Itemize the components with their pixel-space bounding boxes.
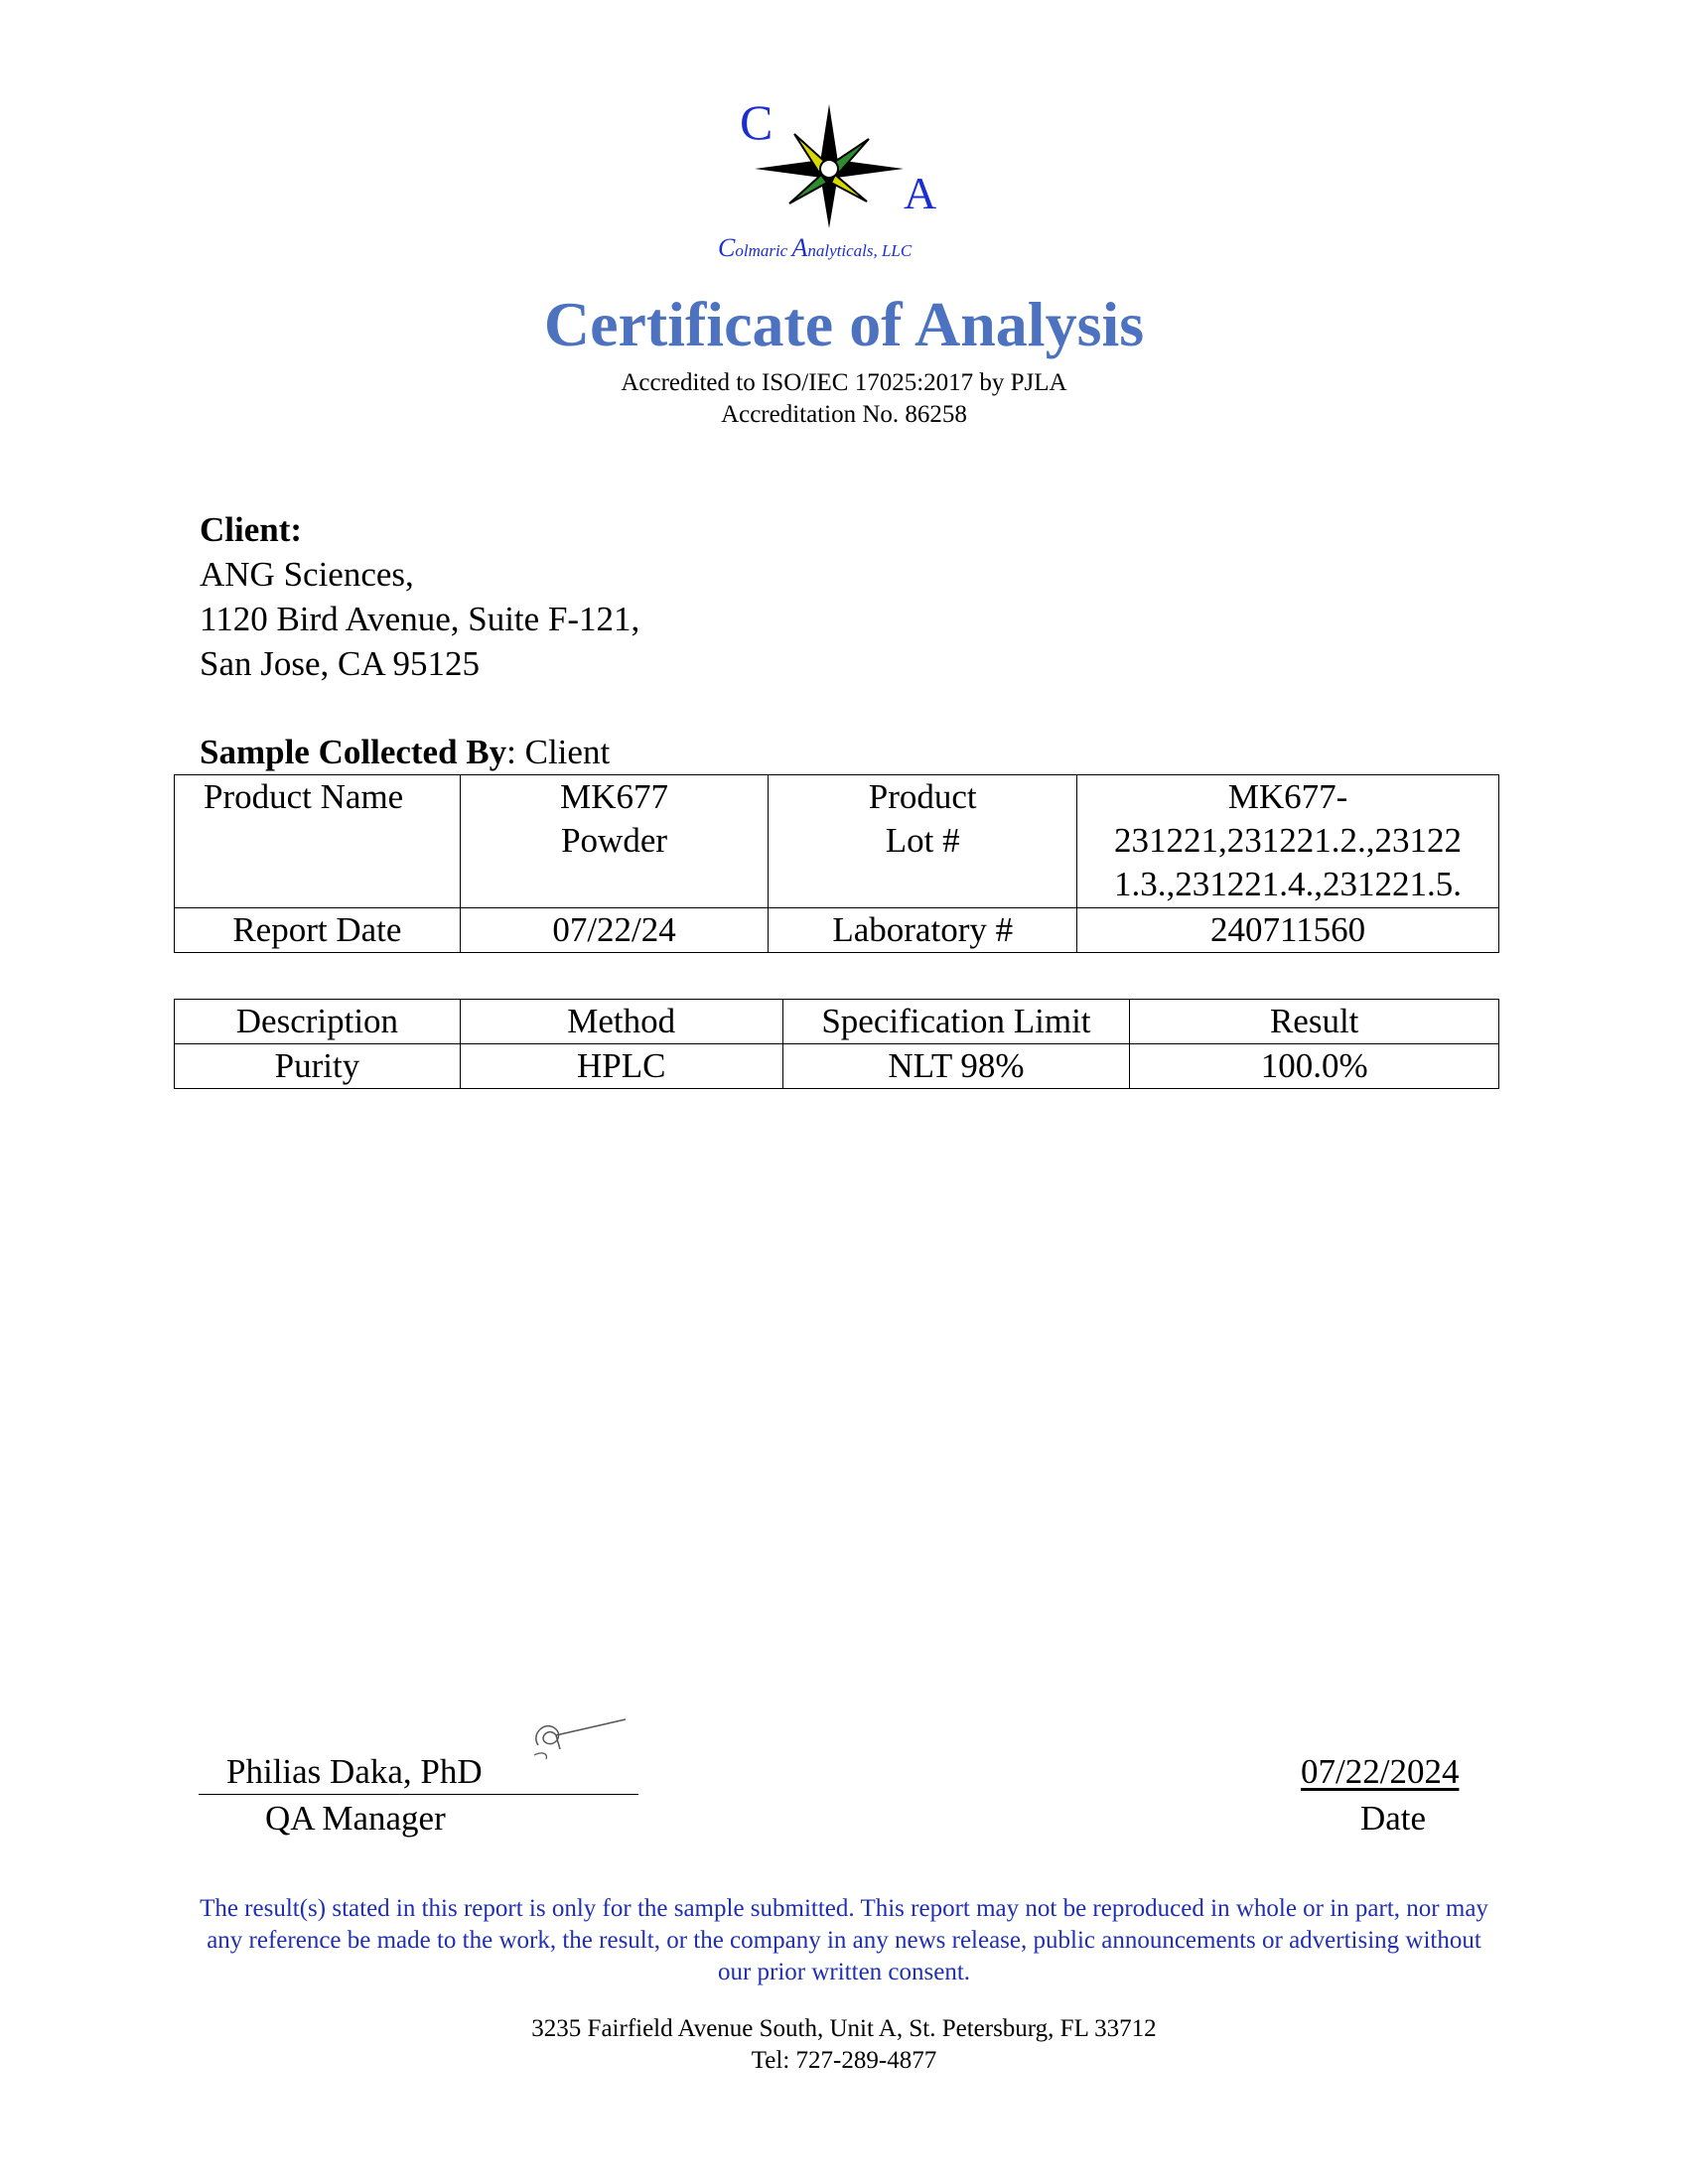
sample-collected-by xyxy=(200,730,610,774)
results-header-row xyxy=(175,1000,1499,1044)
logo-letter-a: A xyxy=(904,168,937,218)
header-specification-limit: Specification Limit xyxy=(782,1000,1130,1044)
sample-value: : Client xyxy=(506,733,611,771)
header-result: Result xyxy=(1130,1000,1499,1044)
signatory-name: Philias Daka, PhD xyxy=(226,1752,483,1791)
signature-scribble xyxy=(526,1715,635,1765)
results-table xyxy=(174,999,1499,1089)
lab-telephone: Tel: 727-289-4877 xyxy=(751,2047,937,2074)
client-name: ANG Sciences, xyxy=(200,555,414,594)
client-address-line2: San Jose, CA 95125 xyxy=(200,644,480,683)
laboratory-number-value: 240711560 xyxy=(1077,908,1499,953)
laboratory-number-label: Laboratory # xyxy=(769,908,1077,953)
logo-letter-c: C xyxy=(740,99,774,150)
sample-label: Sample Collected By xyxy=(200,733,507,771)
lab-address: 3235 Fairfield Avenue South, Unit A, St. Petersburg, FL 33712 xyxy=(531,2015,1157,2042)
result-method: HPLC xyxy=(460,1044,782,1089)
product-name-label: Product Name xyxy=(175,775,461,908)
signature-line xyxy=(199,1794,638,1795)
compass-star-icon xyxy=(755,104,904,228)
accreditation-line: Accredited to ISO/IEC 17025:2017 by PJLA xyxy=(621,369,1067,396)
client-label: Client: xyxy=(200,510,303,549)
disclaimer-text: The result(s) stated in this report is only for the sample submitted. This report may not be reproduced in whole or in part, nor may any reference be made to the work, the result, or the company in any news release, public announcements or advertising without our prior written consent. xyxy=(200,1895,1488,1985)
table-row xyxy=(175,775,1499,908)
header-description: Description xyxy=(175,1000,461,1044)
client-address-line1: 1120 Bird Avenue, Suite F-121, xyxy=(200,600,640,638)
document-title: Certificate of Analysis xyxy=(543,289,1145,359)
company-logo xyxy=(690,99,998,268)
client-block xyxy=(200,507,639,686)
signature-date-label: Date xyxy=(1360,1799,1427,1838)
table-row xyxy=(175,1044,1499,1089)
signatory-role: QA Manager xyxy=(265,1799,446,1838)
product-info-table xyxy=(174,774,1499,953)
result-specification: NLT 98% xyxy=(782,1044,1130,1089)
report-date-value: 07/22/24 xyxy=(460,908,769,953)
product-lot-value: MK677- 231221,231221.2.,23122 1.3.,231221.4.,231221.5. xyxy=(1077,775,1499,908)
product-lot-label: Product Lot # xyxy=(769,775,1077,908)
header-method: Method xyxy=(460,1000,782,1044)
accreditation-number: Accreditation No. 86258 xyxy=(721,401,967,428)
result-value: 100.0% xyxy=(1130,1044,1499,1089)
product-name-value: MK677 Powder xyxy=(460,775,769,908)
logo-company-name: Colmaric Analyticals, LLC xyxy=(718,233,913,262)
table-row xyxy=(175,908,1499,953)
result-description: Purity xyxy=(175,1044,461,1089)
signature-date: 07/22/2024 xyxy=(1301,1752,1460,1791)
report-date-label: Report Date xyxy=(175,908,461,953)
